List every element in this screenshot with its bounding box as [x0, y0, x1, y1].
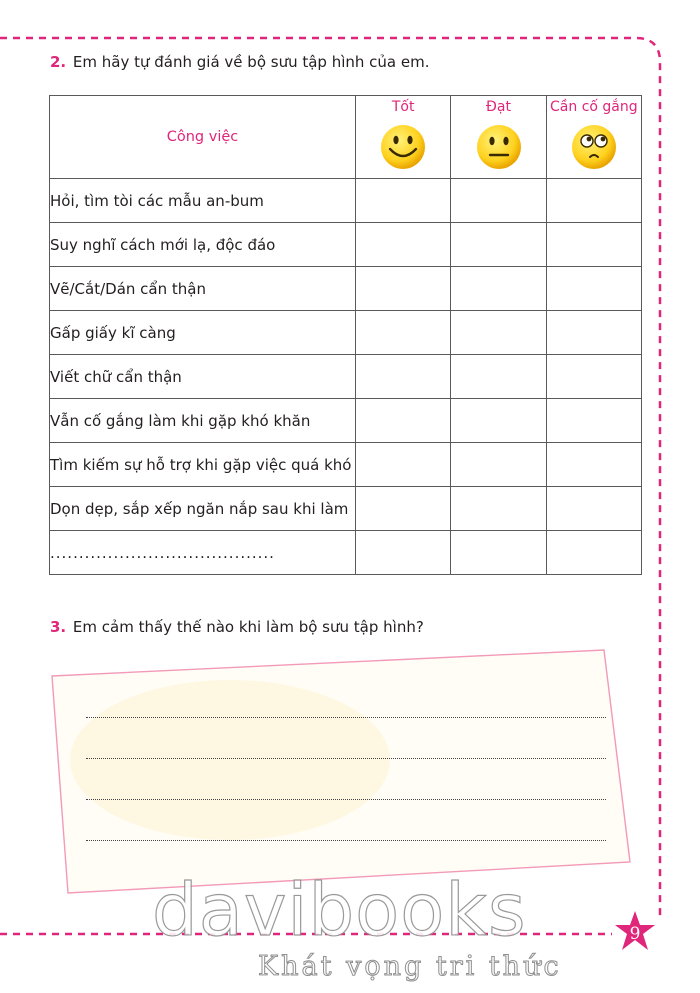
- question-2-number: 2.: [50, 53, 67, 71]
- task-cell: Viết chữ cẩn thận: [50, 355, 356, 399]
- question-2-text: Em hãy tự đánh giá về bộ sưu tập hình của em.: [72, 53, 430, 71]
- watermark-slogan: Khát vọng tri thức: [258, 951, 562, 982]
- task-cell: Gấp giấy kĩ càng: [50, 311, 356, 355]
- rating-good-label: Tốt: [391, 99, 415, 115]
- question-3-text: Em cảm thấy thế nào khi làm bộ sưu tập hình?: [72, 618, 424, 636]
- answer-line[interactable]: [86, 799, 606, 800]
- task-cell: Hỏi, tìm tòi các mẫu an-bum: [50, 179, 356, 223]
- answer-line[interactable]: [86, 717, 606, 718]
- answer-line[interactable]: [86, 758, 606, 759]
- watermark-brand: davibooks: [152, 868, 527, 952]
- task-cell-blank[interactable]: .......................................: [50, 531, 356, 575]
- rating-try-harder-label: Cần cố gắng: [550, 99, 638, 115]
- page-number: 9: [629, 924, 641, 944]
- header-task: Công việc: [50, 96, 356, 179]
- question-3-number: 3.: [50, 618, 67, 636]
- task-cell: Vẫn cố gắng làm khi gặp khó khăn: [50, 399, 356, 443]
- task-cell: Tìm kiếm sự hỗ trợ khi gặp việc quá khó: [50, 443, 356, 487]
- answer-line[interactable]: [86, 840, 606, 841]
- task-cell: Suy nghĩ cách mới lạ, độc đáo: [50, 223, 356, 267]
- task-cell: Vẽ/Cắt/Dán cẩn thận: [50, 267, 356, 311]
- task-cell: Dọn dẹp, sắp xếp ngăn nắp sau khi làm: [50, 487, 356, 531]
- rating-pass-label: Đạt: [486, 99, 511, 115]
